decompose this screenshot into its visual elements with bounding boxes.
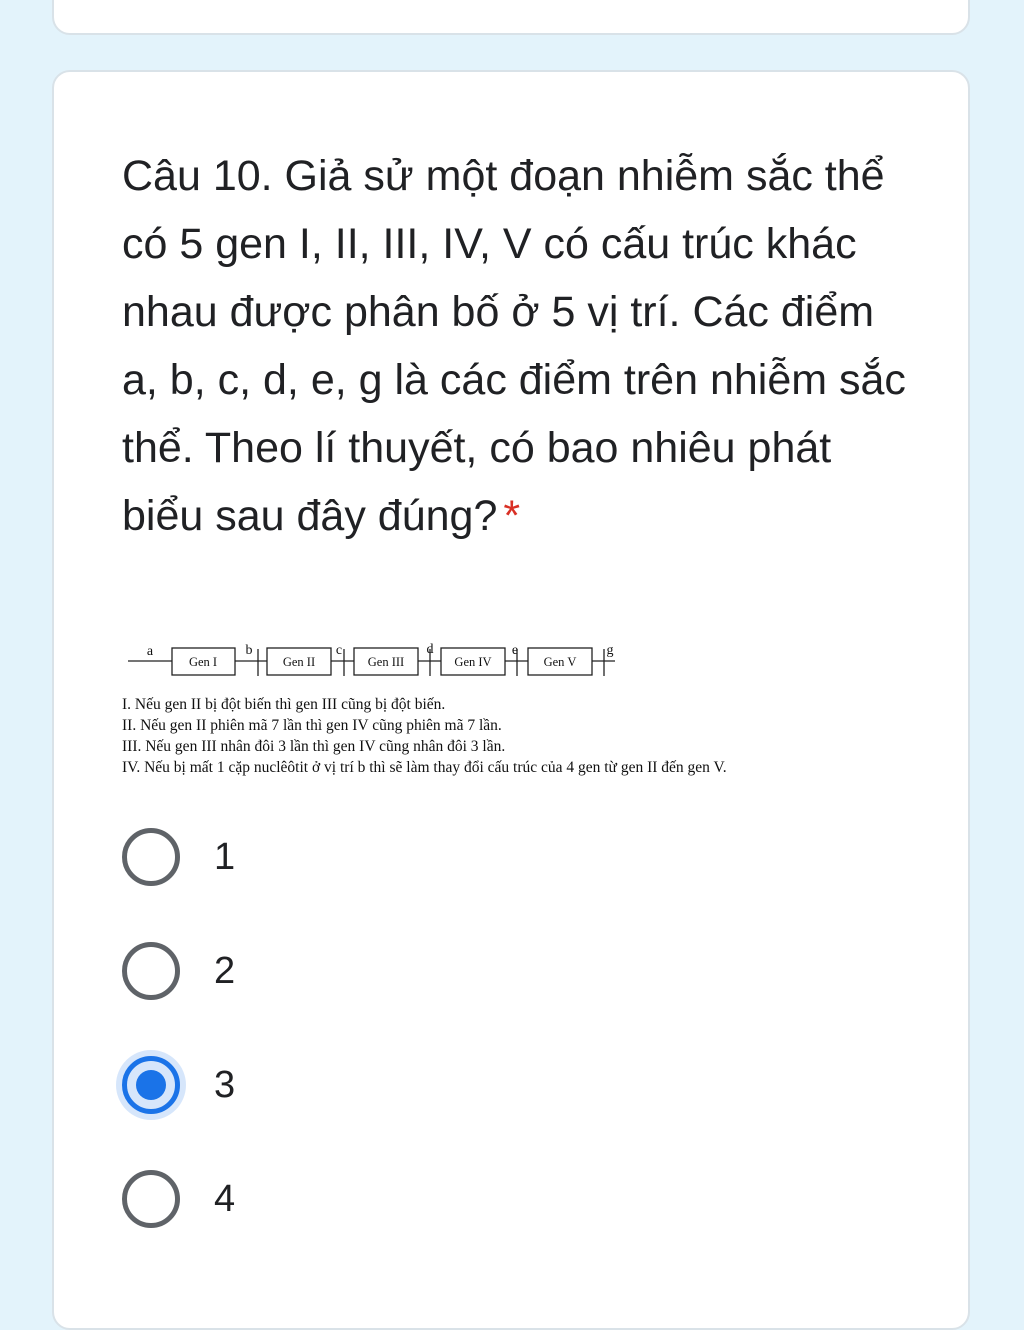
option-label: 1: [214, 835, 236, 878]
radio-button[interactable]: [122, 828, 180, 886]
radio-button[interactable]: [122, 942, 180, 1000]
option-label: 3: [214, 1063, 236, 1106]
gene-label-5: Gen V: [543, 655, 577, 669]
previous-question-card: [52, 0, 970, 35]
statement-4: IV. Nếu bị mất 1 cặp nuclêôtit ở vị trí b thì sẽ làm thay đổi cấu trúc của 4 gen từ gen II đến gen V.: [122, 759, 727, 776]
option-4[interactable]: [122, 1142, 822, 1256]
point-label-b: b: [245, 643, 253, 658]
option-3[interactable]: [122, 1028, 822, 1142]
required-asterisk: *: [503, 492, 521, 540]
option-label: 4: [214, 1177, 236, 1220]
question-title: [122, 142, 912, 550]
chromosome-diagram: [110, 630, 910, 690]
option-label: 2: [214, 949, 236, 992]
question-text: Câu 10. Giả sử một đoạn nhiễm sắc thể có 5 gen I, II, III, IV, V có cấu trúc khác nhau được phân bố ở 5 vị trí. Các điểm a, b, c, d, e, g là các điểm trên nhiễm sắc thể. Theo lí thuyết, có bao nhiêu phát biểu sau đây đúng?: [122, 152, 906, 540]
option-1[interactable]: [122, 800, 822, 914]
statements-list: [122, 694, 727, 778]
point-label-e: e: [511, 643, 519, 658]
statement-2: II. Nếu gen II phiên mã 7 lần thì gen IV cũng phiên mã 7 lần.: [122, 717, 502, 734]
gene-label-4: Gen IV: [454, 655, 492, 669]
point-label-a: a: [146, 644, 154, 659]
answer-options: [122, 800, 822, 1256]
point-label-g: g: [606, 643, 614, 658]
gene-label-1: Gen I: [188, 655, 218, 669]
statement-3: III. Nếu gen III nhân đôi 3 lần thì gen IV cũng nhân đôi 3 lần.: [122, 738, 506, 755]
point-label-d: d: [426, 642, 434, 657]
point-label-c: c: [335, 643, 343, 658]
radio-button-selected[interactable]: [122, 1056, 180, 1114]
gene-label-3: Gen III: [367, 655, 405, 669]
question-figure: [110, 630, 910, 790]
option-2[interactable]: [122, 914, 822, 1028]
radio-button[interactable]: [122, 1170, 180, 1228]
radio-dot: [136, 1070, 166, 1100]
statement-1: I. Nếu gen II bị đột biến thì gen III cũng bị đột biến.: [122, 696, 446, 713]
gene-label-2: Gen II: [282, 655, 316, 669]
